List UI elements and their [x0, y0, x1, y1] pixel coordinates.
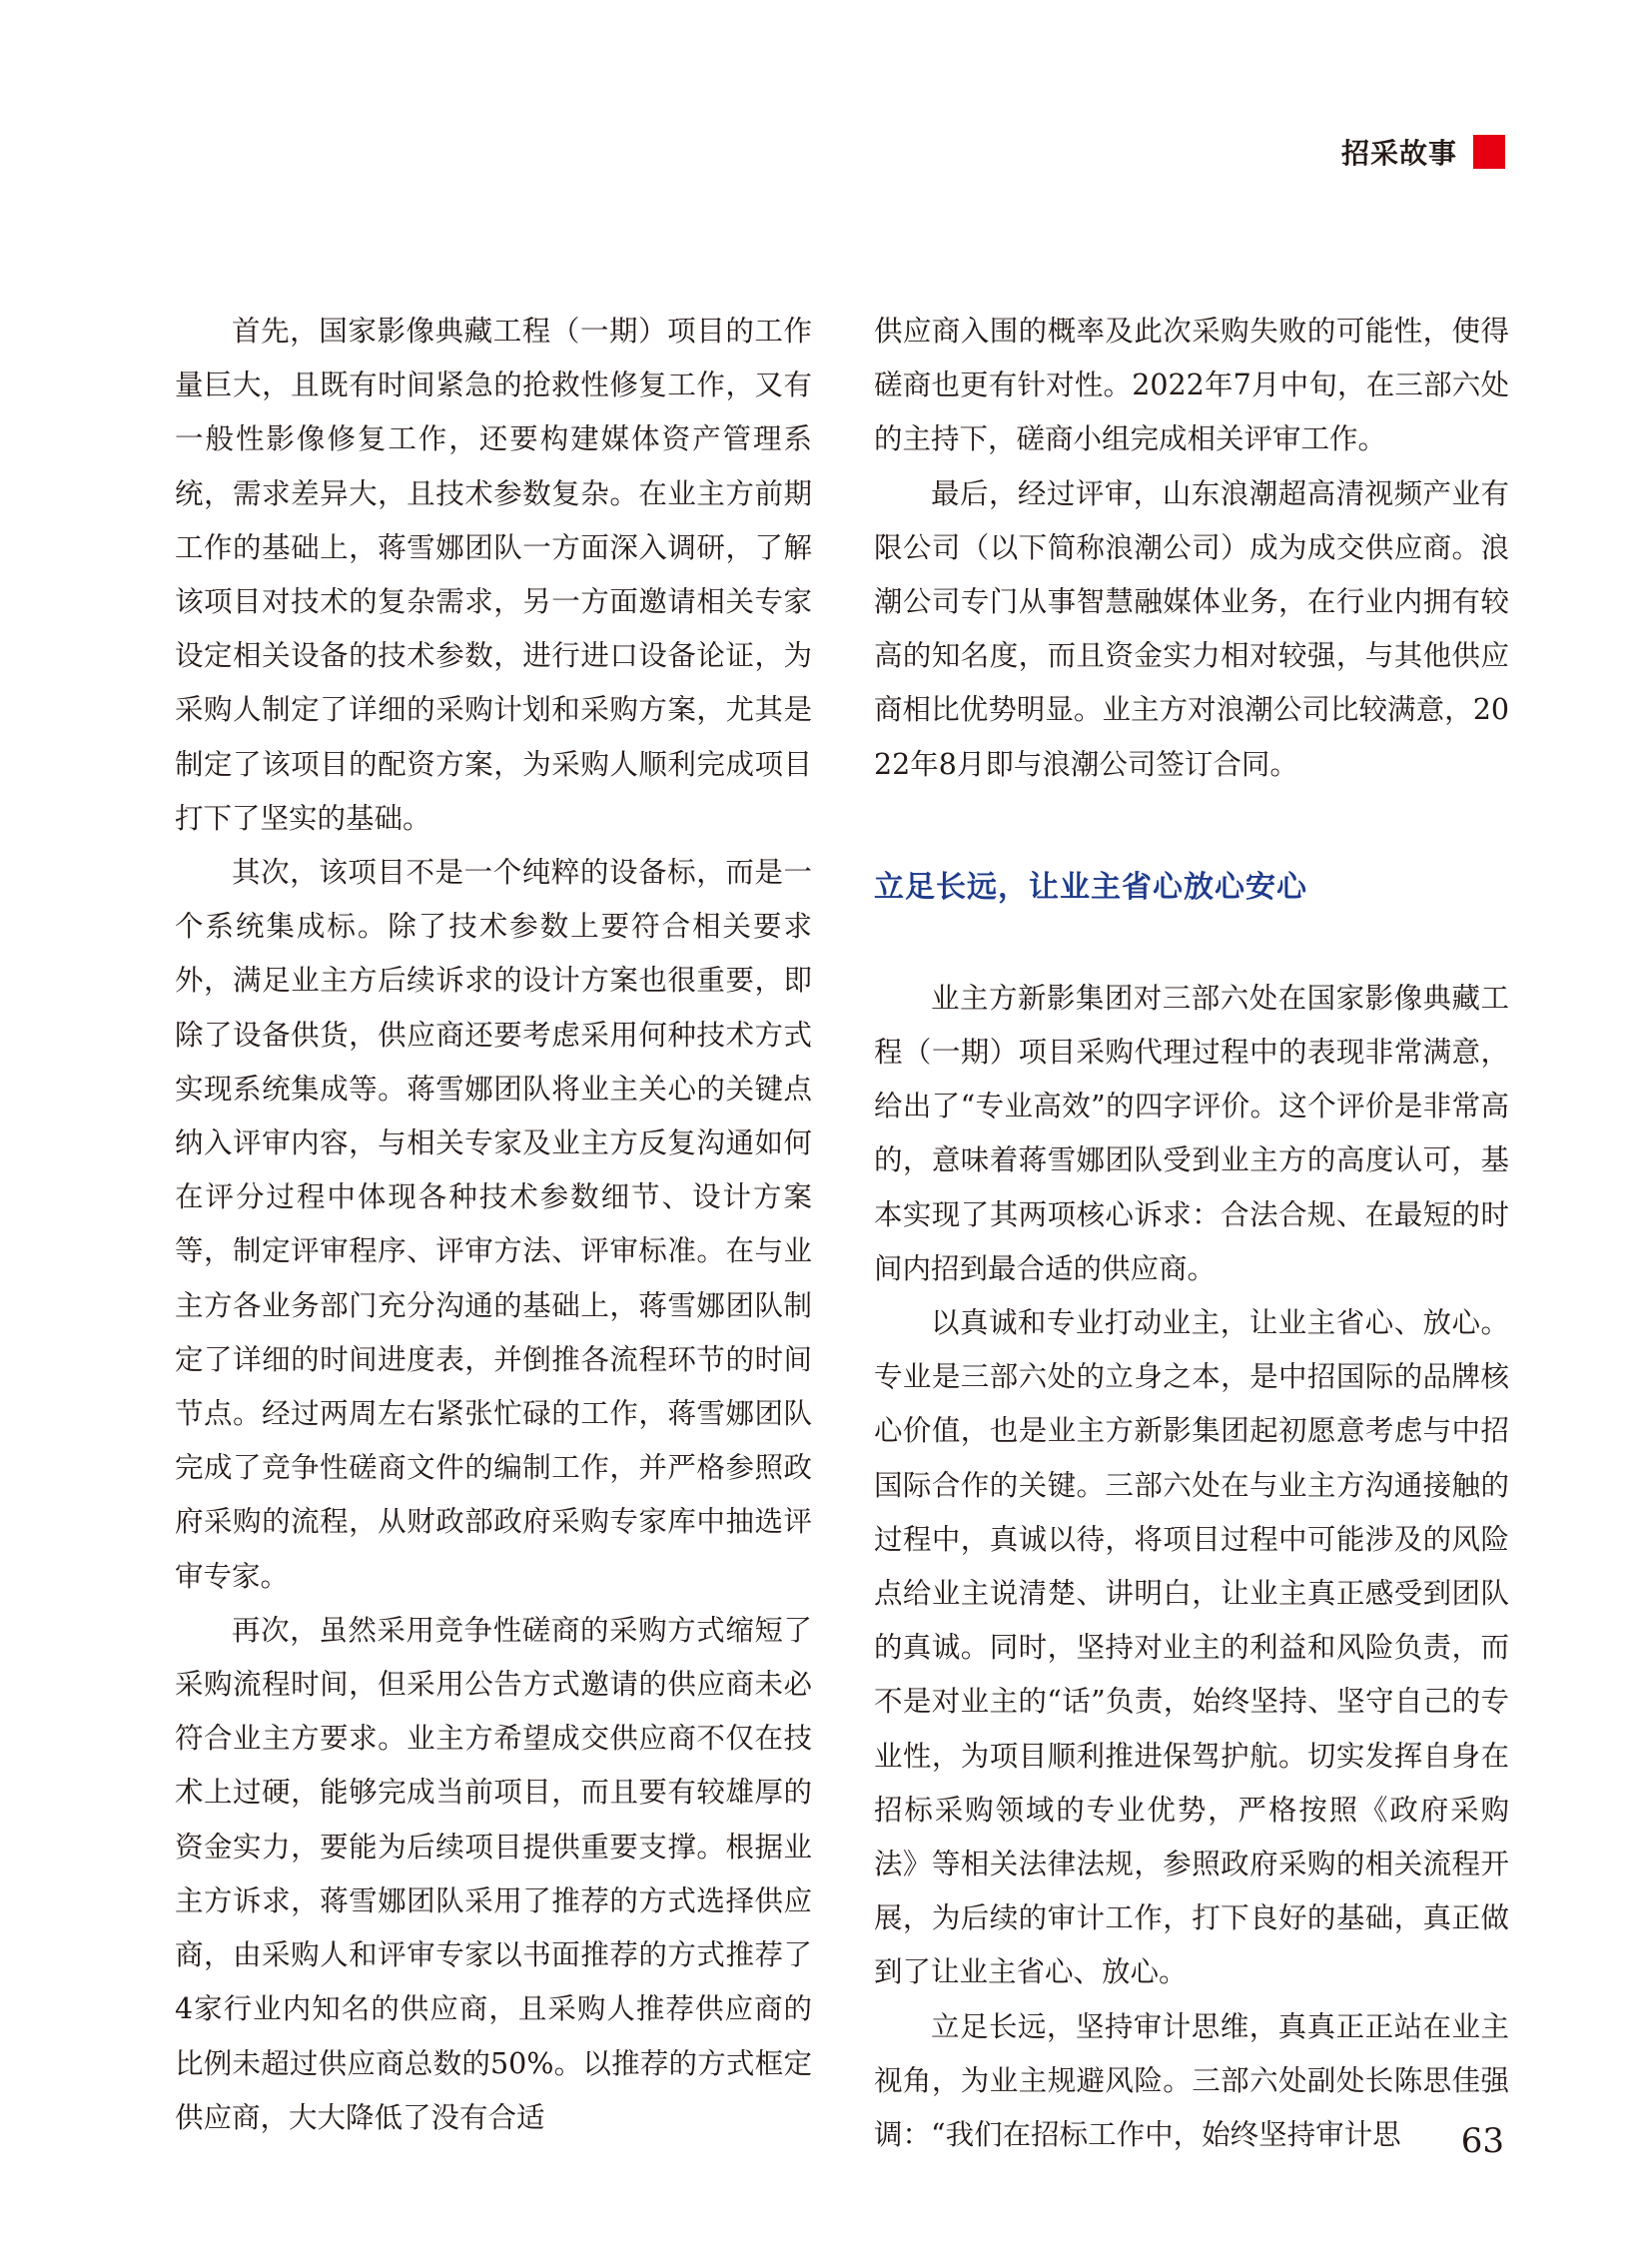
body-paragraph: 其次，该项目不是一个纯粹的设备标，而是一个系统集成标。除了技术参数上要符合相关要求外，满足业主方后续诉求的设计方案也很重要，即除了设备供货，供应商还要考虑采用何种技术方式实现系统集成等。蒋雪娜团队将业主关心的关键点纳入评审内容，与相关专家及业主方反复沟通如何在评分过程中体现各种技术参数细节、设计方案等，制定评审程序、评审方法、评审标准。在与业主方各业务部门充分沟通的基础上，蒋雪娜团队制定了详细的时间进度表，并倒推各流程环节的时间节点。经过两周左右紧张忙碌的工作，蒋雪娜团队完成了竞争性磋商文件的编制工作，并严格参照政府采购的流程，从财政部政府采购专家库中抽选评审专家。 [175, 856, 812, 1593]
section-header [1341, 132, 1505, 172]
section-title: 招采故事 [1340, 137, 1457, 170]
right-column [874, 305, 1509, 2162]
body-paragraph: 立足长远，坚持审计思维，真真正正站在业主视角，为业主规避风险。三部六处副处长陈思佳强调：“我们在招标工作中，始终坚持审计思 [874, 2009, 1509, 2152]
red-square-marker [1473, 135, 1505, 169]
section-heading: 立足长远，让业主省心放心安心 [874, 869, 1307, 905]
body-paragraph: 以真诚和专业打动业主，让业主省心、放心。专业是三部六处的立身之本，是中招国际的品牌核心价值，也是业主方新影集团起初愿意考虑与中招国际合作的关键。三部六处在与业主方沟通接触的过程中，真诚以待，将项目过程中可能涉及的风险点给业主说清楚、讲明白，让业主真正感受到团队的真诚。同时，坚持对业主的利益和风险负责，而不是对业主的“话”负责，始终坚持、坚守自己的专业性，为项目顺利推进保驾护航。切实发挥自身在招标采购领域的专业优势，严格按照《政府采购法》等相关法律法规，参照政府采购的相关流程开展，为后续的审计工作，打下良好的基础，真正做到了让业主省心、放心。 [874, 1306, 1509, 1989]
continued-paragraph: 供应商入围的概率及此次采购失败的可能性，使得磋商也更有针对性。2022年7月中旬，在三部六处的主持下，磋商小组完成相关评审工作。 [874, 315, 1509, 456]
body-paragraph: 业主方新影集团对三部六处在国家影像典藏工程（一期）项目采购代理过程中的表现非常满意，给出了“专业高效”的四字评价。这个评价是非常高的，意味着蒋雪娜团队受到业主方的高度认可，基本实现了其两项核心诉求：合法合规、在最短的时间内招到最合适的供应商。 [874, 981, 1509, 1285]
page-number: 63 [1460, 2121, 1504, 2161]
body-paragraph: 再次，虽然采用竞争性磋商的采购方式缩短了采购流程时间，但采用公告方式邀请的供应商未必符合业主方要求。业主方希望成交供应商不仅在技术上过硬，能够完成当前项目，而且要有较雄厚的资金实力，要能为后续项目提供重要支撑。根据业主方诉求，蒋雪娜团队采用了推荐的方式选择供应商，由采购人和评审专家以书面推荐的方式推荐了4家行业内知名的供应商，且采购人推荐供应商的比例未超过供应商总数的50%。以推荐的方式框定供应商，大大降低了没有合适 [175, 1613, 812, 2134]
left-column [175, 305, 812, 2145]
body-paragraph: 首先，国家影像典藏工程（一期）项目的工作量巨大，且既有时间紧急的抢救性修复工作，又有一般性影像修复工作，还要构建媒体资产管理系统，需求差异大，且技术参数复杂。在业主方前期工作的基础上，蒋雪娜团队一方面深入调研，了解该项目对技术的复杂需求，另一方面邀请相关专家设定相关设备的技术参数，进行进口设备论证，为采购人制定了详细的采购计划和采购方案，尤其是制定了该项目的配资方案，为采购人顺利完成项目打下了坚实的基础。 [175, 315, 812, 835]
body-paragraph: 最后，经过评审，山东浪潮超高清视频产业有限公司（以下简称浪潮公司）成为成交供应商。浪潮公司专门从事智慧融媒体业务，在行业内拥有较高的知名度，而且资金实力相对较强，与其他供应商相比优势明显。业主方对浪潮公司比较满意，2022年8月即与浪潮公司签订合同。 [874, 476, 1509, 781]
